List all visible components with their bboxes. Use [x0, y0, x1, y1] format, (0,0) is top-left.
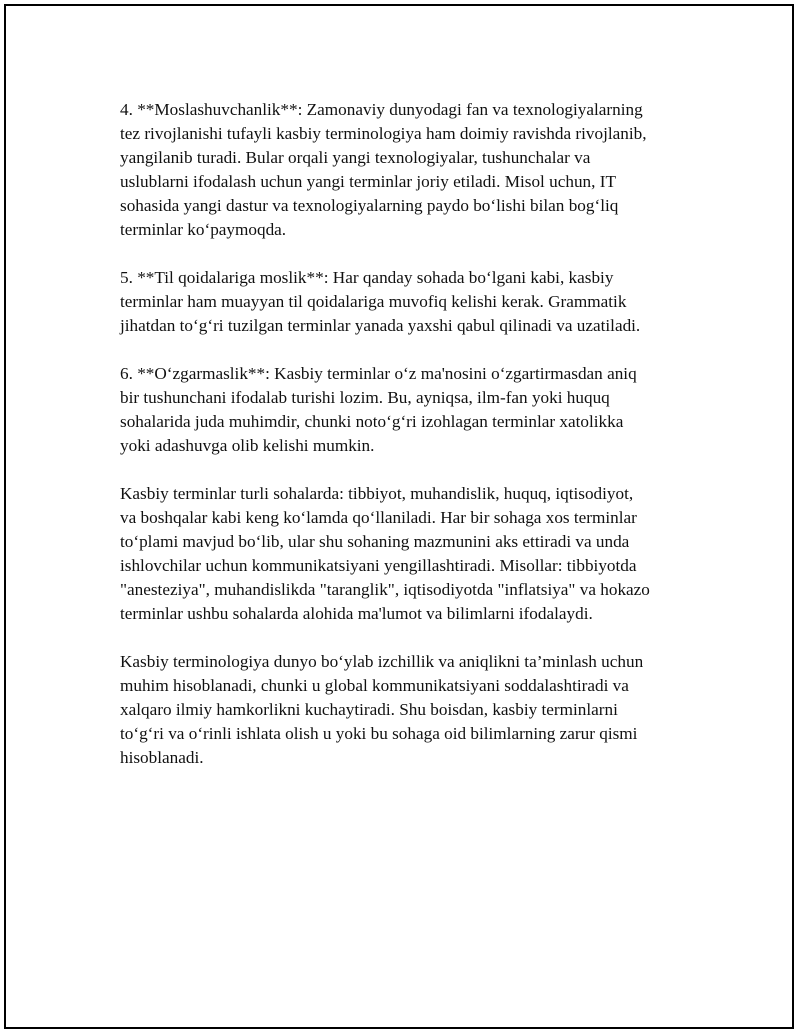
paragraph-kasbiy-terminologiya-ahamiyati: Kasbiy terminologiya dunyo bo‘ylab izchillik va aniqlikni ta’minlash uchun muhim hisoblanadi, chunki u global kommunikatsiyani soddalashtiradi va xalqaro ilmiy hamkorlikni kuchaytiradi. Shu boisdan, kasbiy terminlarni to‘g‘ri va o‘rinli ishlata olish u yoki bu sohaga oid bilimlarning zarur qismi hisoblanadi. — [120, 652, 644, 767]
paragraph-kasbiy-terminlar-sohalar: Kasbiy terminlar turli sohalarda: tibbiyot, muhandislik, huquq, iqtisodiyot, va boshqalar kabi keng ko‘lamda qo‘llaniladi. Har bir sohaga xos terminlar to‘plami mavjud bo‘lib, ular shu sohaning mazmunini aks ettiradi va unda ishlovchilar uchun kommunikatsiyani yengillashtiradi. Misollar: tibbiyotda "anesteziya", muhandislikda "taranglik", iqtisodiyotda "inflatsiya" va hokazo terminlar ushbu sohalarda alohida ma'lumot va bilimlarni ifodalaydi. — [120, 484, 650, 623]
paragraph-til-qoidalariga-moslik: 5. **Til qoidalariga moslik**: Har qanday sohada bo‘lgani kabi, kasbiy terminlar ham muayyan til qoidalariga muvofiq kelishi kerak. Grammatik jihatdan to‘g‘ri tuzilgan terminlar yanada yaxshi qabul qilinadi va uzatiladi. — [120, 268, 641, 335]
document-page — [4, 4, 794, 1029]
document-body — [120, 98, 700, 794]
paragraph-ozgarmaslik: 6. **O‘zgarmaslik**: Kasbiy terminlar o‘z ma'nosini o‘zgartirmasdan aniq bir tushunchani ifodalab turishi lozim. Bu, ayniqsa, ilm-fan yoki huquq sohalarida juda muhimdir, chunki noto‘g‘ri izohlagan terminlar xatolikka yoki adashuvga olib kelishi mumkin. — [120, 364, 637, 455]
paragraph-moslashuvchanlik: 4. **Moslashuvchanlik**: Zamonaviy dunyodagi fan va texnologiyalarning tez rivojlanishi tufayli kasbiy terminologiya ham doimiy ravishda rivojlanib, yangilanib turadi. Bular orqali yangi texnologiyalar, tushunchalar va uslublarni ifodalash uchun yangi terminlar joriy etiladi. Misol uchun, IT sohasida yangi dastur va texnologiyalarning paydo bo‘lishi bilan bog‘liq terminlar ko‘paymoqda. — [120, 100, 647, 239]
